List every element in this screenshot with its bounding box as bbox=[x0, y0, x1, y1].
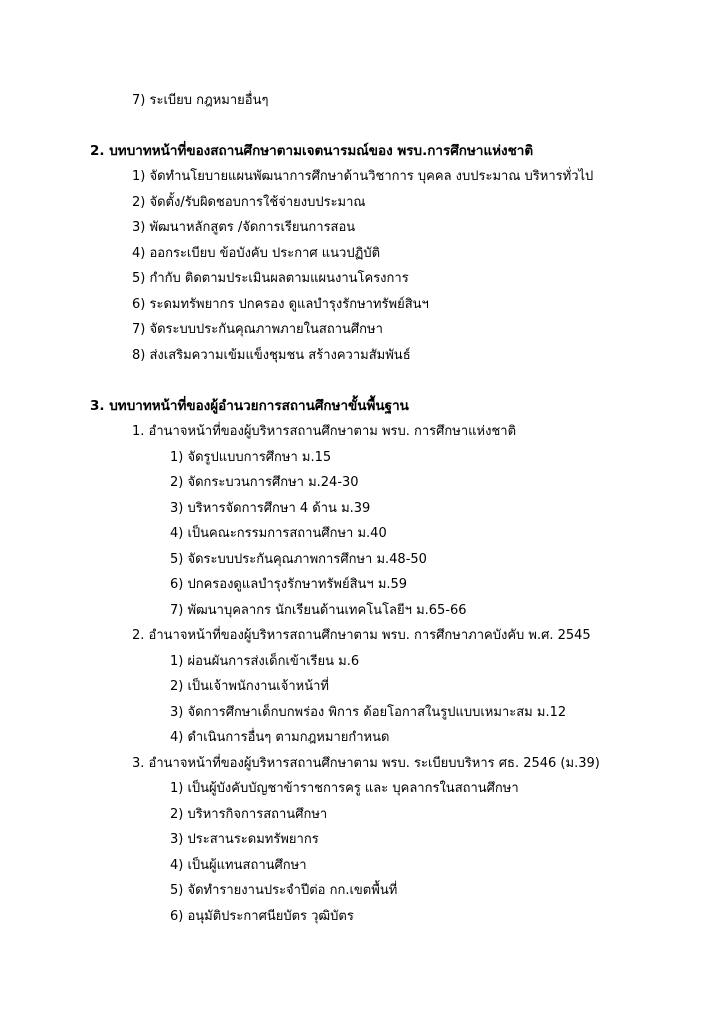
list-item: 6) ระดมทรัพยากร ปกครอง ดูแลบำรุงรักษาทรัพย์สินฯ bbox=[132, 297, 429, 312]
list-item: 2) จัดกระบวนการศึกษา ม.24-30 bbox=[170, 475, 359, 490]
list-item: 3) จัดการศึกษาเด็กบกพร่อง พิการ ด้อยโอกาสในรูปแบบเหมาะสม ม.12 bbox=[170, 705, 567, 720]
list-item: 6) อนุมัติประกาศนียบัตร วุฒิบัตร bbox=[170, 909, 354, 924]
list-item: 3) ประสานระดมทรัพยากร bbox=[170, 832, 319, 847]
list-item: 1) จัดทำนโยบายแผนพัฒนาการศึกษาด้านวิชาการ บุคคล งบประมาณ บริหารทั่วไป bbox=[132, 169, 594, 184]
list-item: 6) ปกครองดูแลบำรุงรักษาทรัพย์สินฯ ม.59 bbox=[170, 577, 408, 592]
list-item: 2) บริหารกิจการสถานศึกษา bbox=[170, 807, 328, 822]
list-item: 7) พัฒนาบุคลากร นักเรียนด้านเทคโนโลยีฯ ม.65-66 bbox=[170, 603, 467, 618]
list-item: 5) จัดทำรายงานประจำปีต่อ กก.เขตพื้นที่ bbox=[170, 883, 398, 898]
list-item: 4) ออกระเบียบ ข้อบังคับ ประกาศ แนวปฏิบัติ bbox=[132, 246, 381, 261]
list-item: 4) เป็นผู้แทนสถานศึกษา bbox=[170, 858, 307, 873]
section-heading: 2. บทบาทหน้าที่ของสถานศึกษาตามเจตนารมณ์ของ พรบ.การศึกษาแห่งชาติ bbox=[90, 143, 534, 159]
list-item: 5) กำกับ ติดตามประเมินผลตามแผนงานโครงการ bbox=[132, 271, 409, 286]
group-title: 1. อำนาจหน้าที่ของผู้บริหารสถานศึกษาตาม พรบ. การศึกษาแห่งชาติ bbox=[132, 424, 517, 439]
list-item: 1) เป็นผู้บังคับบัญชาข้าราชการครู และ บุคลากรในสถานศึกษา bbox=[170, 781, 519, 796]
list-item: 7) ระเบียบ กฎหมายอื่นๆ bbox=[132, 93, 269, 108]
list-item: 5) จัดระบบประกันคุณภาพการศึกษา ม.48-50 bbox=[170, 552, 427, 567]
list-item: 2) เป็นเจ้าพนักงานเจ้าหน้าที่ bbox=[170, 679, 329, 694]
list-item: 8) ส่งเสริมความเข้มแข็งชุมชน สร้างความสัมพันธ์ bbox=[132, 348, 411, 363]
list-item: 4) ดำเนินการอื่นๆ ตามกฎหมายกำหนด bbox=[170, 730, 390, 745]
list-item: 1) จัดรูปแบบการศึกษา ม.15 bbox=[170, 450, 332, 465]
section-heading: 3. บทบาทหน้าที่ของผู้อำนวยการสถานศึกษาขั้นพื้นฐาน bbox=[90, 398, 409, 414]
group-title: 2. อำนาจหน้าที่ของผู้บริหารสถานศึกษาตาม พรบ. การศึกษาภาคบังคับ พ.ศ. 2545 bbox=[132, 628, 591, 643]
group-title: 3. อำนาจหน้าที่ของผู้บริหารสถานศึกษาตาม พรบ. ระเบียบบริหาร ศธ. 2546 (ม.39) bbox=[132, 756, 600, 771]
list-item: 7) จัดระบบประกันคุณภาพภายในสถานศึกษา bbox=[132, 322, 383, 337]
list-item: 2) จัดตั้ง/รับผิดชอบการใช้จ่ายงบประมาณ bbox=[132, 195, 366, 210]
list-item: 3) พัฒนาหลักสูตร /จัดการเรียนการสอน bbox=[132, 220, 356, 235]
list-item: 4) เป็นคณะกรรมการสถานศึกษา ม.40 bbox=[170, 526, 387, 541]
list-item: 3) บริหารจัดการศึกษา 4 ด้าน ม.39 bbox=[170, 501, 371, 516]
list-item: 1) ผ่อนผันการส่งเด็กเข้าเรียน ม.6 bbox=[170, 654, 360, 669]
